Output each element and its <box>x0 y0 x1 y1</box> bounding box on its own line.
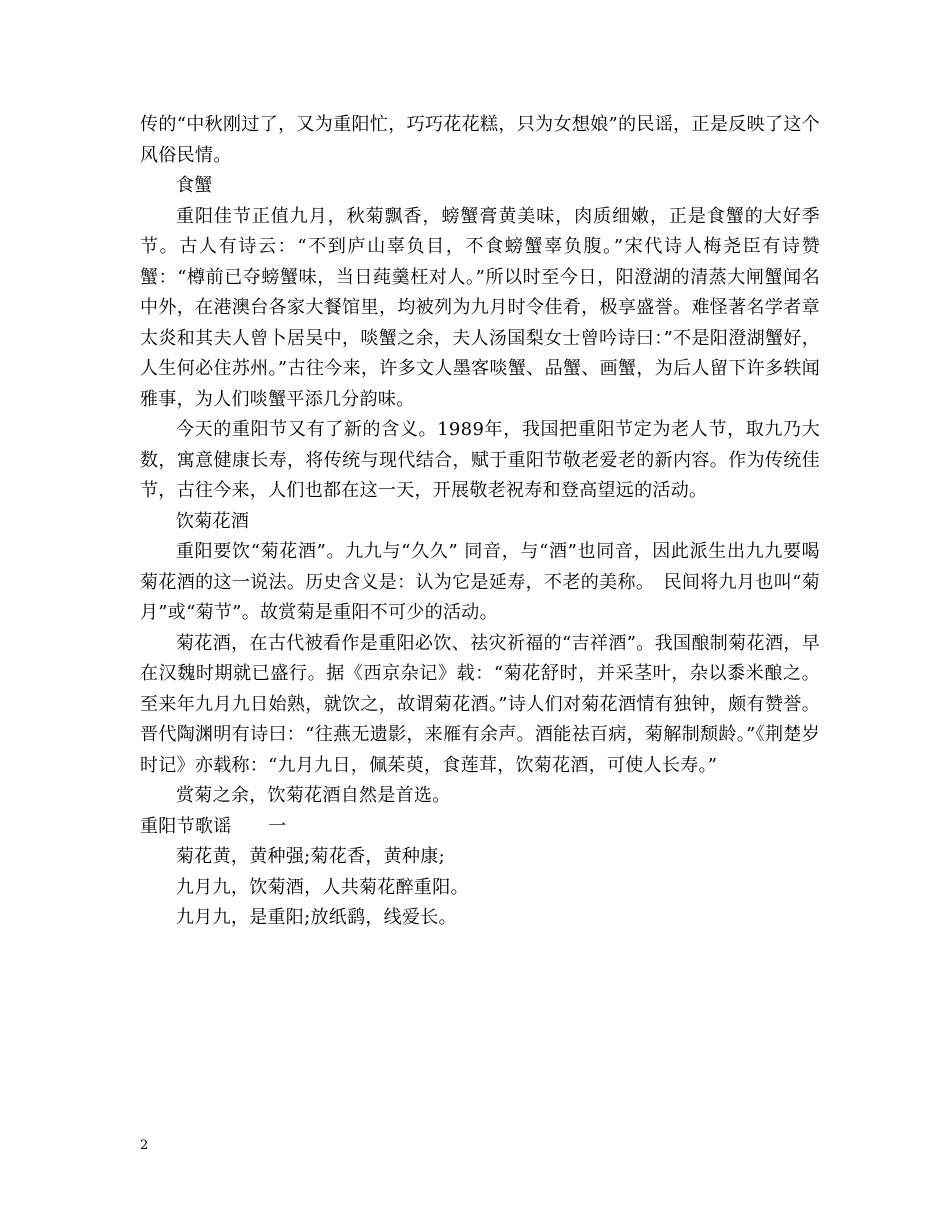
paragraph-folk-rhyme-ending: 传的“中秋刚过了，又为重阳忙，巧巧花花糕，只为女想娘”的民谣，正是反映了这个风俗民情。 <box>140 114 820 166</box>
document-body <box>140 110 820 934</box>
paragraph-wine-choice: 赏菊之余，饮菊花酒自然是首选。 <box>176 785 451 806</box>
heading-chrysanthemum-wine: 饮菊花酒 <box>176 510 250 532</box>
song-line-1: 菊花黄，黄种强;菊花香，黄种康; <box>176 846 445 867</box>
heading-eating-crab: 食蟹 <box>176 175 213 196</box>
song-line-2: 九月九，饮菊酒，人共菊花醉重阳。 <box>176 876 469 898</box>
paragraph-wine-meaning: 重阳要饮“菊花酒”。九九与“久久” 同音，与“酒”也同音，因此派生出九九要喝菊花酒的这一说法。历史含义是：认为它是延寿，不老的美称。 民间将九月也叫“菊月”或“菊节”。故赏菊是重阳不可少的活动。 <box>140 541 820 623</box>
paragraph-elderly-day: 今天的重阳节又有了新的含义。1989年，我国把重阳节定为老人节，取九乃大数，寓意健康长寿，将传统与现代结合，赋于重阳节敬老爱老的新内容。作为传统佳节，古往今来，人们也都在这一天，开展敬老祝寿和登高望远的活动。 <box>140 419 820 501</box>
paragraph-wine-history: 菊花酒，在古代被看作是重阳必饮、祛灾祈福的“吉祥酒”。我国酿制菊花酒，早在汉魏时期就已盛行。据《西京杂记》载：“菊花舒时，并采茎叶，杂以黍米酿之。至来年九月九日始熟，就饮之，故谓菊花酒。”诗人们对菊花酒情有独钟，颇有赞誉。晋代陶渊明有诗曰：“往燕无遗影，来雁有余声。酒能祛百病，菊解制颓龄。”《荆楚岁时记》亦载称：“九月九日，佩茱萸，食莲茸，饮菊花酒，可使人长寿。” <box>140 632 820 776</box>
song-line-3: 九月九，是重阳;放纸鹞，线爱长。 <box>176 907 457 928</box>
paragraph-eating-crab: 重阳佳节正值九月，秋菊飘香，螃蟹膏黄美味，肉质细嫩，正是食蟹的大好季节。古人有诗云：“不到庐山辜负目，不食螃蟹辜负腹。”宋代诗人梅尧臣有诗赞蟹：“樽前已夺螃蟹味，当日莼羹枉对人。”所以时至今日，阳澄湖的清蒸大闸蟹闻名中外，在港澳台各家大餐馆里，均被列为九月时令佳肴，极享盛誉。难怪著名学者章太炎和其夫人曾卜居吴中，啖蟹之余，夫人汤国梨女士曾吟诗曰：”不是阳澄湖蟹好，人生何必住苏州。”古往今来，许多文人墨客啖蟹、品蟹、画蟹，为后人留下许多轶闻雅事，为人们啖蟹平添几分韵味。 <box>140 205 820 410</box>
page-number: 2 <box>140 1138 149 1153</box>
heading-folk-songs: 重阳节歌谣 一 <box>140 815 287 837</box>
